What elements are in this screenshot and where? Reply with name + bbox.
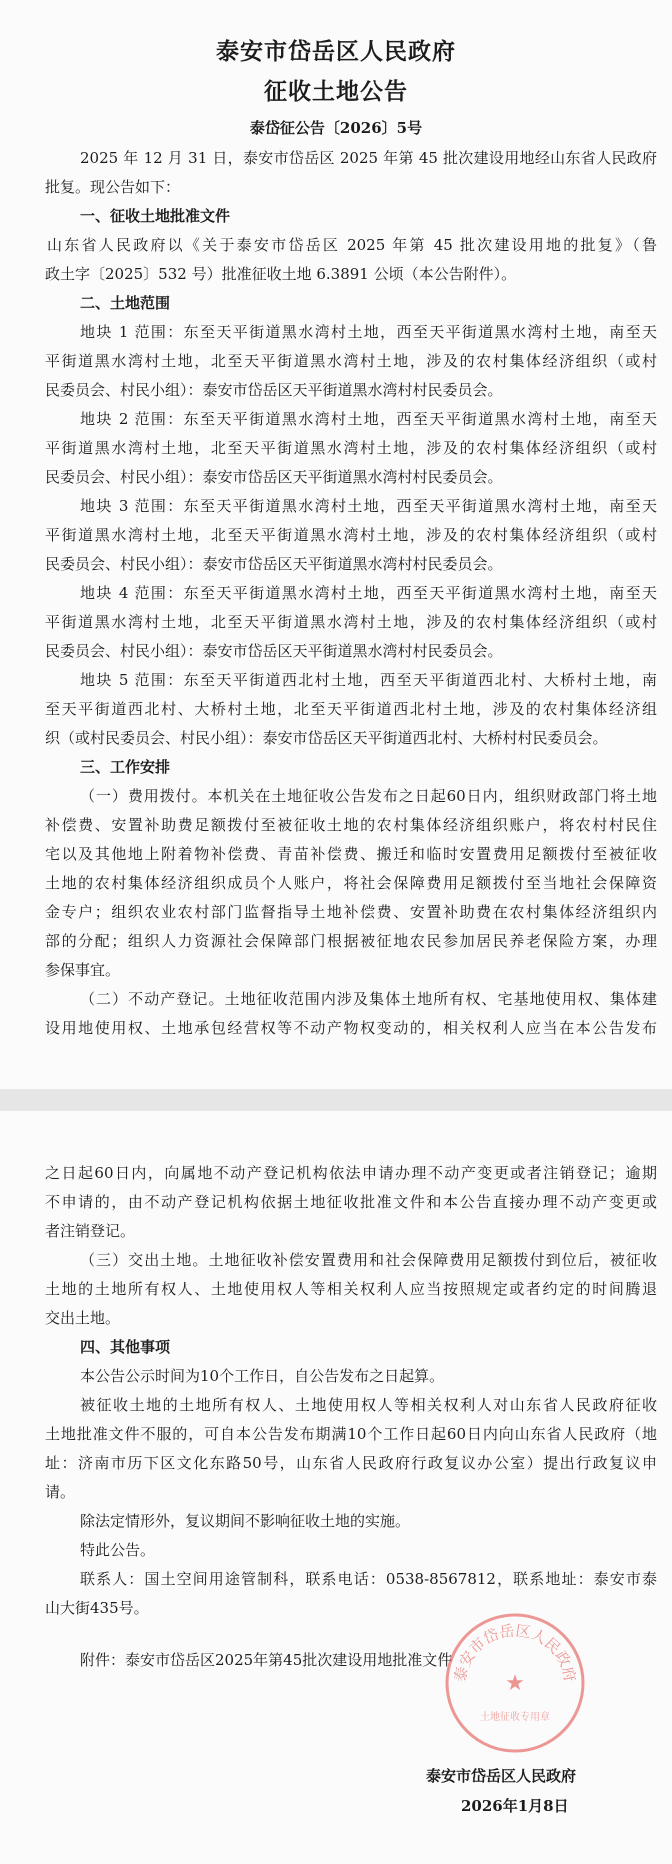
fee-line: 土地的农村集体经济组织成员个人账户，将社会保障费用足额拨付至当地社会保障资	[45, 874, 657, 892]
land-handover-paragraph	[45, 1246, 657, 1333]
contact-line: 山大街435号。	[45, 1599, 149, 1617]
publicity-line: 本公告公示时间为10个工作日，自公告发布之日起算。	[80, 1367, 445, 1385]
exception-line: 除法定情形外，复议期间不影响征收土地的实施。	[80, 1512, 411, 1530]
review-paragraph	[45, 1391, 657, 1507]
fee-line: 金专户；组织农业农村部门监督指导土地补偿费、安置补助费在农村集体经济组织内	[45, 903, 657, 921]
plot-line: 平街道黑水湾村土地，北至天平街道黑水湾村土地，涉及的农村集体经济组织（或村	[45, 352, 657, 370]
seal-star-icon: ★	[505, 1671, 525, 1696]
fee-line: 补偿费、安置补助费足额拨付至被征收土地的农村集体经济组织账户，将农村村民住	[45, 816, 657, 834]
intro-paragraph	[45, 144, 657, 202]
plot-5-paragraph	[45, 666, 657, 753]
fee-line: 宅以及其他地上附着物补偿费、青苗补偿费、搬迁和临时安置费用足额拨付至被征收	[45, 845, 657, 863]
registration-line: （二）不动产登记。土地征收范围内涉及集体土地所有权、宅基地使用权、集体建	[80, 990, 657, 1008]
signing-date: 2026年1月8日	[461, 1797, 569, 1815]
handover-line: （三）交出土地。土地征收补偿安置费用和社会保障费用足额拨付到位后，被征收	[80, 1251, 657, 1269]
document-page-2	[0, 1111, 672, 1864]
section-heading-work-arrangement: 三、工作安排	[80, 758, 171, 776]
seal-subtext: 土地征收专用章	[480, 1712, 550, 1723]
seal-text: 泰安市岱岳区人民政府	[450, 1621, 580, 1684]
section-heading-other-matters: 四、其他事项	[80, 1338, 171, 1356]
intro-line: 2025 年 12 月 31 日，泰安市岱岳区 2025 年第 45 批次建设用地经山东省人民政府	[80, 149, 657, 167]
registration-line: 设用地使用权、土地承包经营权等不动产物权变动的，相关权利人应当在本公告发布	[45, 1019, 657, 1037]
fee-line: （一）费用拨付。本机关在土地征收公告发布之日起60日内，组织财政部门将土地	[80, 787, 657, 805]
review-line: 土地批准文件不服的，可自本公告发布期满10个工作日起60日内向山东省人民政府（地	[45, 1425, 657, 1443]
plot-line: 地块 4 范围：东至天平街道黑水湾村土地，西至天平街道黑水湾村土地，南至天	[80, 584, 657, 602]
plot-2-paragraph	[45, 405, 657, 492]
plot-4-paragraph	[45, 579, 657, 666]
plot-line: 地块 5 范围：东至天平街道西北村土地，西至天平街道西北村、大桥村土地，南	[80, 671, 657, 689]
section-heading-land-scope: 二、土地范围	[80, 294, 171, 312]
plot-line: 地块 3 范围：东至天平街道黑水湾村土地，西至天平街道黑水湾村土地，南至天	[80, 497, 657, 515]
document-title: 征收土地公告	[264, 78, 408, 105]
approval-line: 山东省人民政府以《关于泰安市岱岳区 2025 年第 45 批次建设用地的批复》（鲁	[47, 236, 657, 254]
registration-paragraph-part1	[45, 985, 657, 1043]
plot-line: 地块 2 范围：东至天平街道黑水湾村土地，西至天平街道黑水湾村土地，南至天	[80, 410, 657, 428]
fee-line: 部的分配；组织人力资源社会保障部门根据被征地农民参加居民养老保险方案，办理	[45, 932, 657, 950]
registration-line: 者注销登记。	[45, 1222, 136, 1240]
registration-line: 之日起60日内，向属地不动产登记机构依法申请办理不动产变更或者注销登记；逾期	[45, 1164, 657, 1182]
plot-1-paragraph	[45, 318, 657, 405]
plot-line: 至天平街道西北村、大桥村土地，北至天平街道西北村土地，涉及的农村集体经济组	[45, 700, 657, 718]
plot-line: 平街道黑水湾村土地，北至天平街道黑水湾村土地，涉及的农村集体经济组织（或村	[45, 613, 657, 631]
approval-paragraph	[45, 231, 657, 289]
review-exception-paragraph	[45, 1507, 657, 1536]
plot-3-paragraph	[45, 492, 657, 579]
registration-line: 不申请的，由不动产登记机构依据土地征收批准文件和本公告直接办理不动产变更或	[45, 1193, 657, 1211]
plot-line: 地块 1 范围：东至天平街道黑水湾村土地，西至天平街道黑水湾村土地，南至天	[80, 323, 657, 341]
plot-line: 织（或村民委员会、村民小组）：泰安市岱岳区天平街道西北村、大桥村村民委员会。	[45, 729, 608, 747]
intro-line: 批复。现公告如下：	[45, 178, 181, 196]
approval-line: 政土字〔2025〕532 号）批准征收土地 6.3891 公顷（本公告附件）。	[45, 265, 517, 283]
review-line: 请。	[45, 1483, 76, 1501]
section-heading-approval-docs: 一、征收土地批准文件	[80, 207, 231, 225]
closing-paragraph	[45, 1536, 657, 1565]
closing-line: 特此公告。	[80, 1541, 156, 1559]
plot-line: 民委员会、村民小组）：泰安市岱岳区天平街道黑水湾村村民委员会。	[45, 555, 503, 573]
handover-line: 土地的土地所有权人、土地使用权人等相关权利人应当按照规定或者约定的时间腾退	[45, 1280, 657, 1298]
document-number: 泰岱征公告〔2026〕5号	[249, 119, 423, 137]
plot-line: 民委员会、村民小组）：泰安市岱岳区天平街道黑水湾村村民委员会。	[45, 642, 503, 660]
plot-line: 民委员会、村民小组）：泰安市岱岳区天平街道黑水湾村村民委员会。	[45, 468, 503, 486]
plot-line: 平街道黑水湾村土地，北至天平街道黑水湾村土地，涉及的农村集体经济组织（或村	[45, 439, 657, 457]
issuing-authority-title: 泰安市岱岳区人民政府	[216, 38, 456, 65]
contact-line: 联系人：国土空间用途管制科，联系电话：0538-8567812，联系地址：泰安市泰	[80, 1570, 657, 1588]
official-seal	[440, 1608, 590, 1758]
signing-authority: 泰安市岱岳区人民政府	[426, 1767, 577, 1785]
registration-paragraph-part2	[45, 1159, 657, 1246]
review-line: 址：济南市历下区文化东路50号，山东省人民政府行政复议办公室）提出行政复议申	[45, 1454, 657, 1472]
plot-line: 民委员会、村民小组）：泰安市岱岳区天平街道黑水湾村村民委员会。	[45, 381, 503, 399]
attachment-line: 附件：泰安市岱岳区2025年第45批次建设用地批准文件	[80, 1651, 453, 1669]
page-gap	[0, 1089, 672, 1111]
plot-line: 平街道黑水湾村土地，北至天平街道黑水湾村土地，涉及的农村集体经济组织（或村	[45, 526, 657, 544]
fee-disbursement-paragraph	[45, 782, 657, 985]
fee-line: 参保事宜。	[45, 961, 121, 979]
publicity-period-paragraph	[45, 1362, 657, 1391]
handover-line: 交出土地。	[45, 1309, 121, 1327]
review-line: 被征收土地的土地所有权人、土地使用权人等相关权利人对山东省人民政府征收	[80, 1396, 657, 1414]
